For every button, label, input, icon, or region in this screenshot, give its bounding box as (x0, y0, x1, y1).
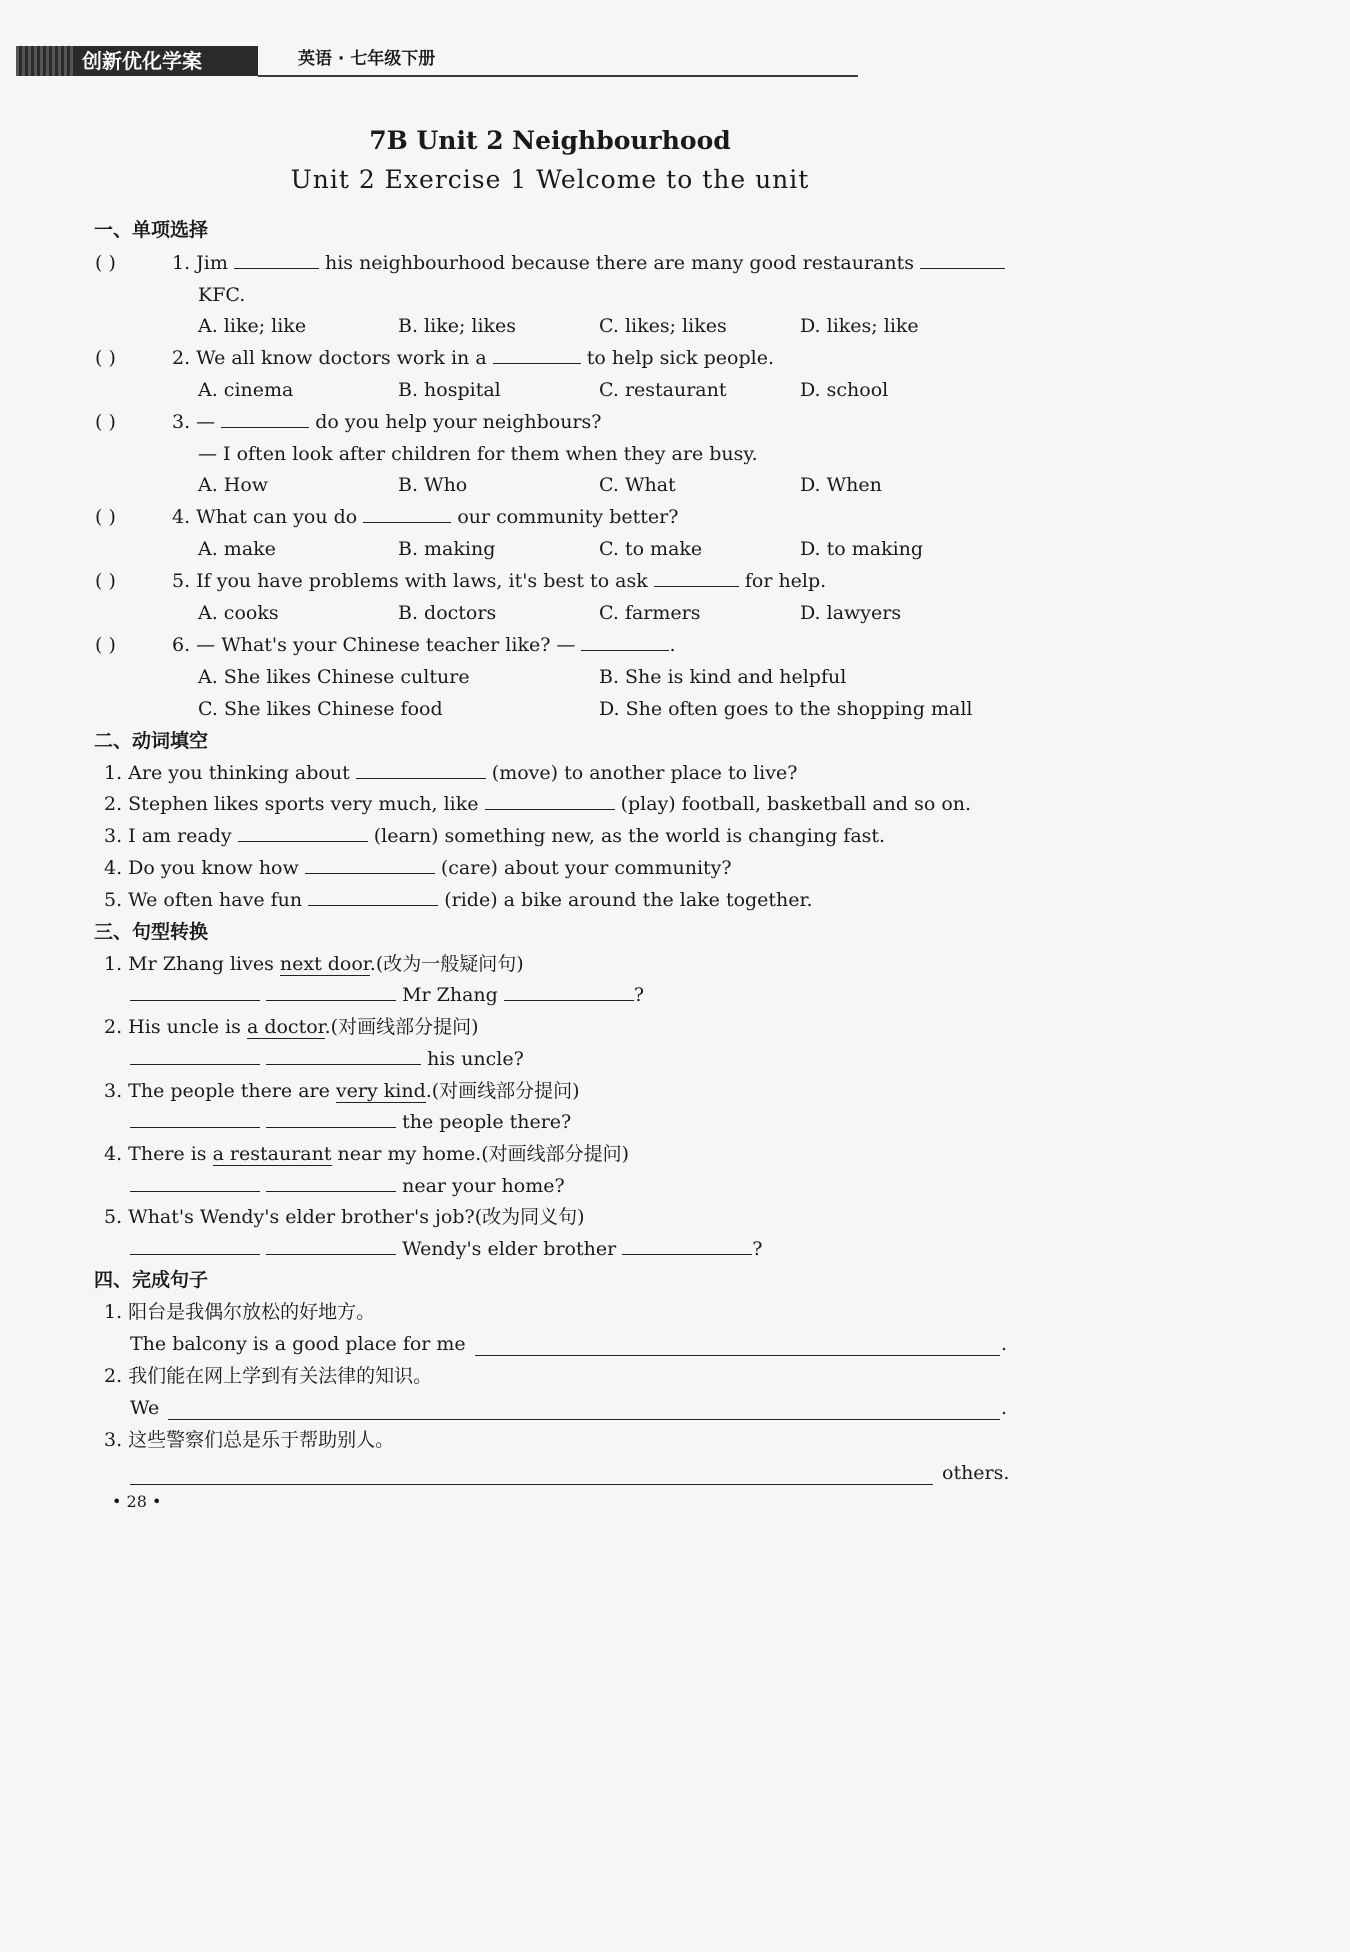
option-c: C. What (599, 474, 676, 496)
option-d: D. likes; like (800, 315, 919, 337)
s4-q1-end: . (1001, 1333, 1008, 1355)
section-3-heading: 三、句型转换 (94, 921, 209, 943)
answer-blank[interactable] (221, 409, 309, 428)
option-c: C. likes; likes (599, 315, 727, 337)
section-4-heading: 四、完成句子 (94, 1269, 209, 1291)
answer-paren: ( ) (95, 634, 116, 656)
answer-blank[interactable] (130, 1173, 260, 1192)
option-b: B. hospital (398, 379, 501, 401)
answer-blank[interactable] (920, 250, 1005, 269)
s1-q1-stem: 1. Jim his neighbourhood because there are many good restaurants (172, 249, 1005, 277)
s3-q1-answer: Mr Zhang ? (130, 981, 644, 1009)
exercise-title: Unit 2 Exercise 1 Welcome to the unit (290, 165, 810, 194)
brand-stripe (16, 46, 76, 76)
s1-q1-stem-cont: KFC. (198, 284, 246, 306)
answer-blank[interactable] (130, 1109, 260, 1128)
unit-title: 7B Unit 2 Neighbourhood (369, 126, 731, 155)
book-title: 英语 · 七年级下册 (298, 49, 436, 69)
answer-paren: ( ) (95, 570, 116, 592)
s2-item: 1. Are you thinking about (move) to another place to live? (104, 762, 798, 784)
option-c: C. She likes Chinese food (198, 698, 443, 720)
s3-q3: 3. The people there are very kind.(对画线部分提问) (104, 1080, 580, 1102)
option-c: C. restaurant (599, 379, 727, 401)
s4-q3-chinese: 3. 这些警察们总是乐于帮助别人。 (104, 1429, 395, 1451)
s3-q5: 5. What's Wendy's elder brother's job?(改为同义句) (104, 1206, 585, 1228)
option-a: A. She likes Chinese culture (198, 666, 470, 688)
s2-item: 5. We often have fun (ride) a bike around the lake together. (104, 889, 813, 911)
option-a: A. make (198, 538, 276, 560)
answer-blank[interactable] (234, 250, 319, 269)
s1-q3-reply: — I often look after children for them when they are busy. (198, 443, 758, 465)
answer-blank[interactable] (266, 982, 396, 1001)
s1-q4-stem: 4. What can you do our community better? (172, 506, 679, 528)
answer-line[interactable] (475, 1355, 1000, 1356)
s2-item: 4. Do you know how (care) about your community? (104, 857, 732, 879)
section-1-heading: 一、单项选择 (94, 219, 209, 241)
answer-blank[interactable] (130, 982, 260, 1001)
s4-q1-chinese: 1. 阳台是我偶尔放松的好地方。 (104, 1301, 376, 1323)
s4-q1-prompt: The balcony is a good place for me (130, 1333, 466, 1355)
answer-blank[interactable] (485, 791, 615, 810)
underlined-phrase: a restaurant (212, 1143, 332, 1165)
answer-blank[interactable] (238, 823, 368, 842)
underlined-phrase: a doctor (246, 1016, 325, 1038)
s4-q2-end: . (1001, 1397, 1008, 1419)
s4-q3-end: others. (942, 1462, 1010, 1484)
answer-line[interactable] (130, 1484, 933, 1485)
answer-blank[interactable] (504, 982, 634, 1001)
answer-paren: ( ) (95, 411, 116, 433)
answer-blank[interactable] (581, 632, 669, 651)
page-number: • 28 • (112, 1492, 162, 1511)
s2-item: 2. Stephen likes sports very much, like (play) football, basketball and so on. (104, 793, 972, 815)
s1-q3-stem: 3. — do you help your neighbours? (172, 411, 602, 433)
header-rule (258, 75, 858, 77)
s3-q4: 4. There is a restaurant near my home.(对画线部分提问) (104, 1143, 630, 1165)
s3-q5-answer: Wendy's elder brother ? (130, 1235, 762, 1263)
option-a: A. like; like (198, 315, 307, 337)
brand-text: 创新优化学案 (82, 49, 202, 73)
option-a: A. cinema (198, 379, 294, 401)
answer-blank[interactable] (130, 1046, 260, 1065)
s4-q2-prompt: We (130, 1397, 160, 1419)
underlined-phrase: next door (279, 953, 370, 975)
answer-blank[interactable] (622, 1236, 752, 1255)
answer-blank[interactable] (363, 504, 451, 523)
option-b: B. Who (398, 474, 468, 496)
option-b: B. She is kind and helpful (599, 666, 847, 688)
answer-blank[interactable] (266, 1109, 396, 1128)
s3-q2-answer: his uncle? (130, 1045, 524, 1073)
s3-q1: 1. Mr Zhang lives next door.(改为一般疑问句) (104, 953, 524, 975)
answer-blank[interactable] (266, 1236, 396, 1255)
option-d: D. school (800, 379, 889, 401)
underlined-phrase: very kind (335, 1080, 426, 1102)
answer-line[interactable] (168, 1419, 1000, 1420)
answer-blank[interactable] (130, 1236, 260, 1255)
answer-blank[interactable] (305, 855, 435, 874)
s3-q3-answer: the people there? (130, 1108, 571, 1136)
s3-q4-answer: near your home? (130, 1172, 565, 1200)
option-d: D. to making (800, 538, 924, 560)
answer-blank[interactable] (356, 760, 486, 779)
s1-q2-stem: 2. We all know doctors work in a to help sick people. (172, 347, 775, 369)
answer-blank[interactable] (308, 887, 438, 906)
option-b: B. like; likes (398, 315, 517, 337)
s1-q6-stem: 6. — What's your Chinese teacher like? — . (172, 634, 676, 656)
option-a: A. cooks (198, 602, 279, 624)
answer-paren: ( ) (95, 506, 116, 528)
option-c: C. farmers (599, 602, 701, 624)
option-d: D. When (800, 474, 882, 496)
option-a: A. How (198, 474, 269, 496)
s4-q2-chinese: 2. 我们能在网上学到有关法律的知识。 (104, 1365, 433, 1387)
option-c: C. to make (599, 538, 703, 560)
section-2-heading: 二、动词填空 (94, 730, 209, 752)
answer-paren: ( ) (95, 252, 116, 274)
answer-blank[interactable] (493, 345, 581, 364)
option-b: B. making (398, 538, 496, 560)
answer-blank[interactable] (266, 1046, 421, 1065)
s3-q2: 2. His uncle is a doctor.(对画线部分提问) (104, 1016, 479, 1038)
answer-blank[interactable] (654, 568, 739, 587)
answer-blank[interactable] (266, 1173, 396, 1192)
s2-item: 3. I am ready (learn) something new, as the world is changing fast. (104, 825, 886, 847)
answer-paren: ( ) (95, 347, 116, 369)
option-d: D. lawyers (800, 602, 902, 624)
s1-q5-stem: 5. If you have problems with laws, it's best to ask for help. (172, 570, 827, 592)
option-d: D. She often goes to the shopping mall (599, 698, 973, 720)
option-b: B. doctors (398, 602, 497, 624)
